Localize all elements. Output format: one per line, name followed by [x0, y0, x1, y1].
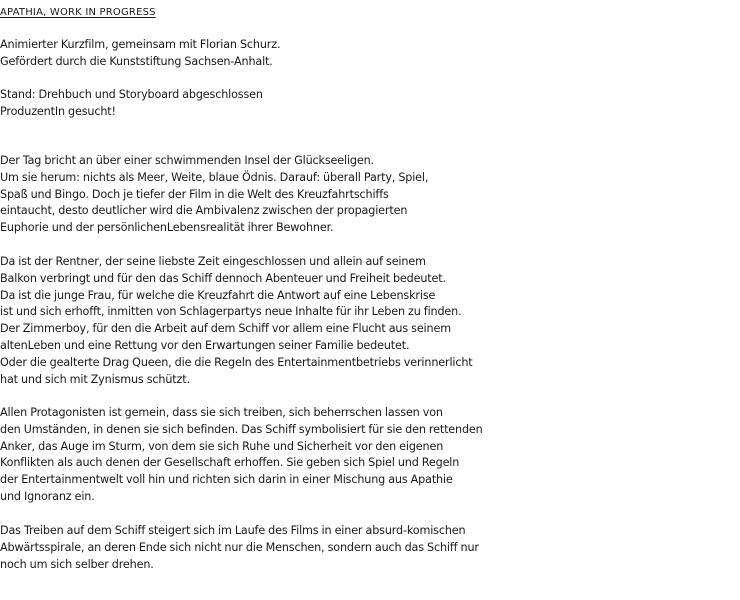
intro-line: Gefördert durch die Kunststiftung Sachsen-Anhalt.	[0, 54, 273, 68]
intro-block	[0, 37, 280, 71]
paragraph-line: Anker, das Auge im Sturm, von dem sie sich Ruhe und Sicherheit vor den eigenen	[0, 439, 444, 453]
paragraph-line: Abwärtsspirale, an deren Ende sich nicht nur die Menschen, sondern auch das Schiff nur	[0, 540, 479, 554]
intro-line: Animierter Kurzfilm, gemeinsam mit Florian Schurz.	[0, 38, 281, 51]
paragraph-line: hat und sich mit Zynismus schützt.	[0, 372, 190, 386]
paragraph-line: noch um sich selber drehen.	[0, 557, 154, 571]
status-line: Stand: Drehbuch und Storyboard abgeschlossen	[0, 88, 263, 101]
paragraph-line: der Entertainmentwelt voll hin und richten sich darin in einer Mischung aus Apathie	[0, 473, 453, 487]
paragraph-line: Da ist der Rentner, der seine liebste Zeit eingeschlossen und allein auf seinem	[0, 255, 426, 268]
paragraph-1	[0, 153, 428, 237]
paragraph-line: Um sie herum: nichts als Meer, Weite, blaue Ödnis. Darauf: überall Party, Spiel,	[0, 170, 429, 184]
paragraph-line: Oder die gealterte Drag Queen, die die Regeln des Entertainmentbetriebs verinnerlicht	[0, 355, 473, 369]
paragraph-line: Balkon verbringt und für den das Schiff dennoch Abenteuer und Freiheit bedeutet.	[0, 271, 446, 285]
paragraph-line: und Ignoranz ein.	[0, 489, 95, 503]
paragraph-3	[0, 405, 483, 506]
paragraph-line: Konflikten als auch denen der Gesellschaft erhoffen. Sie geben sich Spiel und Regeln	[0, 456, 460, 470]
paragraph-line: Der Tag bricht an über einer schwimmenden Insel der Glückseeligen.	[0, 154, 374, 167]
status-block	[0, 87, 263, 121]
paragraph-line: altenLeben und eine Rettung vor den Erwartungen seiner Familie bedeutet.	[0, 338, 410, 352]
paragraph-line: eintaucht, desto deutlicher wird die Ambivalenz zwischen der propagierten	[0, 204, 408, 218]
paragraph-2	[0, 254, 473, 388]
paragraph-line: den Umständen, in denen sie sich befinden. Das Schiff symbolisiert für sie den rettenden	[0, 422, 483, 436]
paragraph-line: Das Treiben auf dem Schiff steigert sich im Laufe des Films in einer absurd-komischen	[0, 524, 466, 537]
paragraph-line: Der Zimmerboy, für den die Arbeit auf dem Schiff vor allem eine Flucht aus seinem	[0, 322, 451, 336]
paragraph-line: Spaß und Bingo. Doch je tiefer der Film in die Welt des Kreuzfahrtschiffs	[0, 187, 389, 201]
status-line: ProduzentIn gesucht!	[0, 104, 116, 118]
project-title-link[interactable]: APATHIA, WORK IN PROGRESS	[0, 7, 156, 18]
paragraph-line: Allen Protagonisten ist gemein, dass sie sich treiben, sich beherrschen lassen von	[0, 406, 443, 419]
paragraph-line: ist und sich erhofft, inmitten von Schlagerpartys neue Inhalte für ihr Leben zu finden.	[0, 305, 462, 319]
paragraph-line: Da ist die junge Frau, für welche die Kreuzfahrt die Antwort auf eine Lebenskrise	[0, 288, 436, 302]
paragraph-line: Euphorie und der persönlichenLebensrealität ihrer Bewohner.	[0, 221, 334, 235]
paragraph-4	[0, 523, 479, 573]
